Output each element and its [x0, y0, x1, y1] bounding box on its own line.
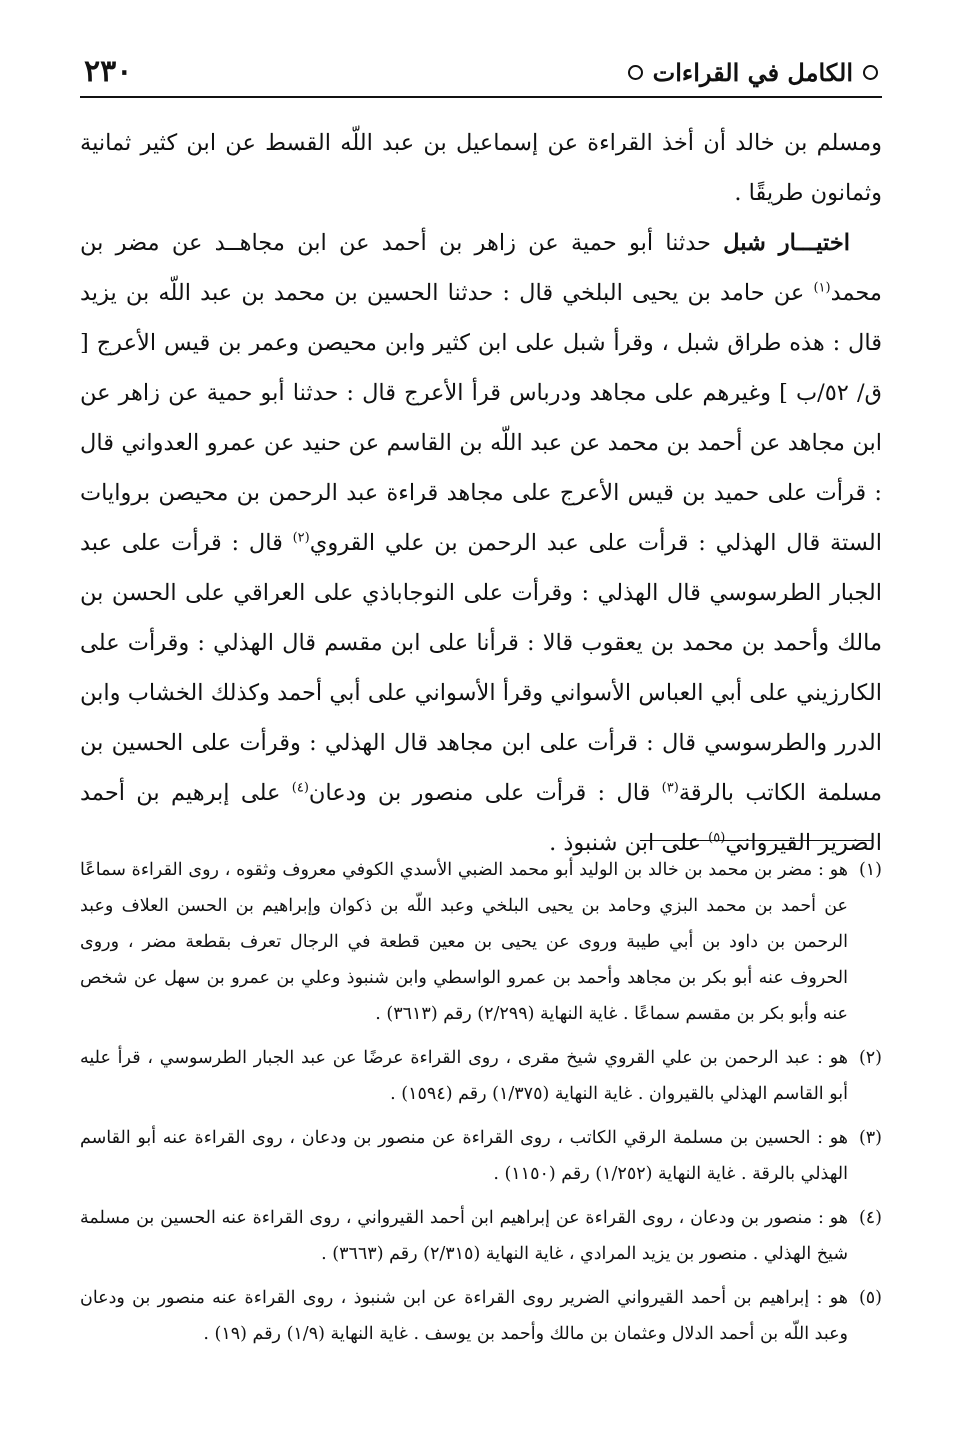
footnote-number: (٣) — [858, 1128, 882, 1148]
running-title-text: الكامل في القراءات — [652, 58, 853, 87]
footnote-2 — [80, 1040, 882, 1112]
circle-ornament-icon — [863, 65, 878, 80]
footnote-number: (١) — [858, 860, 882, 880]
footnote-ref-5: (٥) — [708, 830, 726, 846]
footnote-5 — [80, 1280, 882, 1352]
main-text — [80, 118, 882, 868]
footnotes — [80, 852, 882, 1360]
footnote-text: هو : الحسين بن مسلمة الرقي الكاتب ، روى القراءة عن منصور بن ودعان ، روى القراءة عنه أبو القاسم الهذلي بالرقة . غاية النهاية (١/٢٥٢) رقم (١١٥٠) . — [80, 1128, 848, 1184]
footnote-text: هو : منصور بن ودعان ، روى القراءة عن إبراهيم ابن أحمد القيرواني ، روى القراءة عنه الحسين بن مسلمة شيخ الهذلي . منصور بن يزيد المرادي ، غاية النهاية (٢/٣١٥) رقم (٣٦٦٣) . — [80, 1208, 848, 1264]
footnote-number: (٤) — [858, 1208, 882, 1228]
footnote-number: (٥) — [858, 1288, 882, 1308]
paragraph-2-text-c: قال : قرأت على عبد الجبار الطرسوسي قال الهذلي : وقرأت على النوجاباذي على العراقي على الحسن بن مالك وأحمد بن محمد بن يعقوب قالا : قرأنا على ابن مقسم قال الهذلي : وقرأت على الكارزيني على أبي العباس الأسواني وقرأ الأسواني على أبي أحمد وكذلك الخشاب وابن الدرر والطرسوسي قال : قرأت على ابن مجاهد قال الهذلي : وقرأت على الحسين بن مسلمة الكاتب بالرقة — [80, 530, 882, 806]
paragraph-2-text-b: عن حامد بن يحيى البلخي قال : حدثنا الحسين بن محمد بن عبد اللّه بن يزيد قال : هذه طراق شبل ، وقرأ شبل على ابن كثير وابن محيصن وعمر بن قيس الأعرج [ ق/ ٥٢/ب ] وغيرهم على مجاهد ودرباس قرأ الأعرج قال : حدثنا أبو حمية عن زاهر عن ابن مجاهد عن أحمد بن محمد عن عبد اللّه بن القاسم عن حنيد عن عمرو العدواني قال : قرأت على حميد بن قيس الأعرج على مجاهد قراءة عبد الرحمن بن محيصن بروايات الستة قال الهذلي : قرأت على عبد الرحمن بن علي القروي — [80, 280, 882, 556]
footnote-ref-1: (١) — [813, 280, 831, 296]
footnote-separator — [640, 840, 872, 841]
footnote-3 — [80, 1120, 882, 1192]
paragraph-1: ومسلم بن خالد أن أخذ القراءة عن إسماعيل بن عبد اللّه القسط عن ابن كثير ثمانية وثمانون طريقًا . — [80, 130, 882, 206]
paragraph-2-text-e: على إبرهيم بن أحمد الضرير القيرواني — [80, 780, 882, 856]
footnote-number: (٢) — [858, 1048, 882, 1068]
footnote-text: هو : مضر بن محمد بن خالد بن الوليد أبو محمد الضبي الأسدي الكوفي معروف وثقوه ، روى القراءة سماعًا عن أحمد بن محمد البزي وحامد بن يحيى البلخي وعبد اللّه بن ذكوان وإبراهيم بن الحسن العلاف وعبد الرحمن بن داود بن أبي طيبة وروى عن يحيى بن معين قطعة في الرجال تعرف بقطعة مضر ، وروى الحروف عنه أبو بكر بن مجاهد وأحمد بن عمرو الواسطي وابن شنبوذ وعلي بن عمرو بن سهل عن شخص عنه وأبو بكر بن مقسم سماعًا . غاية النهاية (٢/٢٩٩) رقم (٣٦١٣) . — [80, 860, 849, 1024]
footnote-ref-2: (٢) — [292, 530, 310, 546]
page-number: ٢٣٠ — [84, 54, 133, 89]
paragraph-2-text-a: حدثنا أبو حمية عن زاهر بن أحمد عن ابن مجاهــد عن مضر بن محمد — [80, 230, 882, 306]
paragraph-2-text-d: قال : قرأت على منصور بن ودعان — [308, 780, 662, 806]
footnote-ref-4: (٤) — [291, 780, 309, 796]
paragraph-2-text-f: على ابن شنبوذ . — [549, 830, 709, 856]
footnote-1 — [80, 852, 882, 1032]
paragraph-lead-word: اختيـــار شبل — [723, 230, 850, 256]
footnote-text: هو : عبد الرحمن بن علي القروي شيخ مقرى ، روى القراءة عرضًا عن عبد الجبار الطرسوسي ، قرأ عليه أبو القاسم الهذلي بالقيروان . غاية النهاية (١/٣٧٥) رقم (١٥٩٤) . — [80, 1048, 848, 1104]
running-title — [628, 58, 878, 87]
footnote-ref-3: (٣) — [661, 780, 679, 796]
circle-ornament-icon — [628, 65, 643, 80]
paragraph-2 — [80, 218, 882, 868]
page-header — [80, 52, 882, 98]
footnote-text: هو : إبراهيم بن أحمد القيرواني الضرير روى القراءة عن ابن شنبوذ ، روى القراءة عنه منصور بن ودعان وعبد اللّه بن أحمد الدلال وعثمان بن مالك وأحمد بن يوسف . غاية النهاية (١/٩) رقم (١٩) . — [80, 1288, 848, 1344]
footnote-4 — [80, 1200, 882, 1272]
